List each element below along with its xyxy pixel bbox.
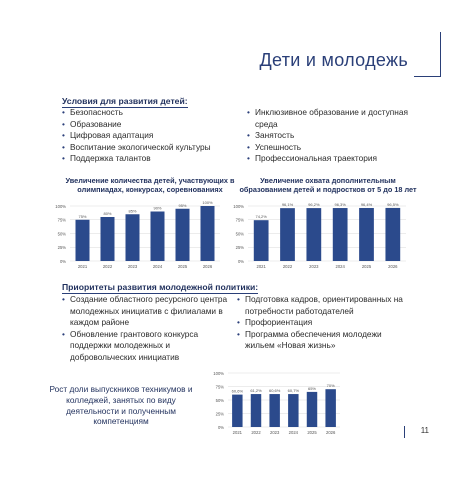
data-label: 85% <box>128 208 137 214</box>
bar <box>359 208 374 261</box>
list-item: • Подготовка кадров, ориентированных на потребности работодателей <box>237 294 413 317</box>
y-tick-label: 50% <box>215 397 224 403</box>
y-tick-label: 0% <box>217 424 224 430</box>
priorities-list-left <box>62 294 234 364</box>
x-tick-label: 2021 <box>256 264 266 269</box>
chart1 <box>50 198 240 272</box>
bar <box>333 208 348 261</box>
y-tick-label: 100% <box>233 203 244 209</box>
y-tick-label: 0% <box>237 258 244 264</box>
data-label: 96,2% <box>308 202 320 208</box>
x-tick-label: 2025 <box>361 264 372 269</box>
bar <box>232 395 242 427</box>
bar <box>76 220 90 261</box>
chart2-title: Увеличение охвата дополнительным образованием детей и подростков от 5 до 18 лет <box>239 176 417 194</box>
conditions-list-left <box>62 107 252 165</box>
bar <box>307 392 317 427</box>
y-tick-label: 25% <box>235 245 244 251</box>
x-tick-label: 2024 <box>152 264 163 269</box>
data-label: 95% <box>178 202 187 208</box>
x-tick-label: 2023 <box>127 264 138 269</box>
bar <box>251 394 261 427</box>
data-label: 96,1% <box>281 202 294 208</box>
page-title: Дети и молодежь <box>259 50 408 70</box>
conditions-heading: Условия для развития детей: <box>62 96 188 106</box>
x-tick-label: 2023 <box>309 264 319 269</box>
bar <box>306 208 321 261</box>
bar <box>254 220 269 261</box>
conditions-list-right <box>247 107 417 165</box>
list-item: • Цифровая адаптация <box>62 130 252 142</box>
list-item: • Создание областного ресурсного центра молодежных инициатив с филиалами в каждом районе <box>62 294 234 329</box>
y-tick-label: 0% <box>59 258 66 264</box>
data-label: 96,3% <box>334 202 346 208</box>
y-tick-label: 25% <box>57 245 66 251</box>
bar <box>176 209 190 261</box>
bar <box>126 214 140 261</box>
list-item: • Образование <box>62 119 252 131</box>
data-label: 90% <box>153 205 162 211</box>
x-tick-label: 2021 <box>77 264 88 269</box>
y-tick-label: 75% <box>57 217 66 223</box>
chart1-title: Увеличение количества детей, участвующих в олимпиадах, конкурсах, соревнованиях <box>65 176 235 194</box>
x-tick-label: 2025 <box>177 264 188 269</box>
list-item: • Инклюзивное образование и доступная среда <box>247 107 417 130</box>
x-tick-label: 2025 <box>307 430 317 435</box>
x-tick-label: 2024 <box>288 430 298 435</box>
x-tick-label: 2021 <box>232 430 242 435</box>
x-tick-label: 2026 <box>202 264 213 269</box>
y-tick-label: 100% <box>55 203 66 209</box>
x-tick-label: 2023 <box>270 430 280 435</box>
bar <box>269 394 279 427</box>
list-item: • Профессиональная траектория <box>247 153 417 165</box>
list-item: • Успешность <box>247 142 417 154</box>
data-label: 60,6% <box>231 388 244 394</box>
chart3 <box>210 368 350 440</box>
data-label: 70% <box>326 383 335 389</box>
bar <box>385 208 400 261</box>
y-tick-label: 75% <box>235 217 244 223</box>
x-tick-label: 2022 <box>251 430 261 435</box>
y-tick-label: 50% <box>57 231 66 237</box>
list-item: • Занятость <box>247 130 417 142</box>
data-label: 100% <box>202 200 213 205</box>
chart2 <box>226 198 416 272</box>
data-label: 61,2% <box>250 388 262 394</box>
data-label: 60,6% <box>268 388 281 394</box>
list-item: • Профориентация <box>237 317 413 329</box>
data-label: 75% <box>78 213 87 219</box>
x-tick-label: 2022 <box>102 264 113 269</box>
y-tick-label: 100% <box>213 370 224 376</box>
x-tick-label: 2026 <box>326 430 336 435</box>
list-item: • Программа обеспечения молодежи жильем «Новая жизнь» <box>237 329 413 352</box>
page-number: 11 <box>404 426 429 438</box>
list-item: • Обновление грантового конкурса поддержки молодежных и добровольческих инициатив <box>62 329 234 364</box>
list-item: • Воспитание экологической культуры <box>62 142 252 154</box>
list-item: • Безопасность <box>62 107 252 119</box>
y-tick-label: 25% <box>215 411 224 417</box>
corner-decoration <box>414 32 441 77</box>
bar <box>151 212 165 262</box>
y-tick-label: 50% <box>235 231 244 237</box>
data-label: 74,2% <box>255 214 267 220</box>
data-label: 80% <box>103 211 112 216</box>
x-tick-label: 2026 <box>388 264 398 269</box>
data-label: 96,5% <box>387 201 399 207</box>
bar <box>280 208 295 261</box>
list-item: • Поддержка талантов <box>62 153 252 165</box>
bar <box>288 394 298 427</box>
data-label: 65% <box>307 385 317 391</box>
x-tick-label: 2024 <box>335 264 345 269</box>
bar <box>101 217 115 261</box>
x-tick-label: 2022 <box>282 264 293 269</box>
bar <box>201 206 215 261</box>
bar <box>325 389 335 427</box>
graduates-stat-text: Рост доли выпускников техникумов и колледжей, занятых по виду деятельности и полученным компетенциям <box>49 384 193 427</box>
data-label: 96,4% <box>360 201 373 207</box>
y-tick-label: 75% <box>215 384 224 390</box>
priorities-list-right <box>237 294 413 352</box>
data-label: 60,7% <box>287 388 300 394</box>
priorities-heading: Приоритеты развития молодежной политики: <box>62 282 259 292</box>
